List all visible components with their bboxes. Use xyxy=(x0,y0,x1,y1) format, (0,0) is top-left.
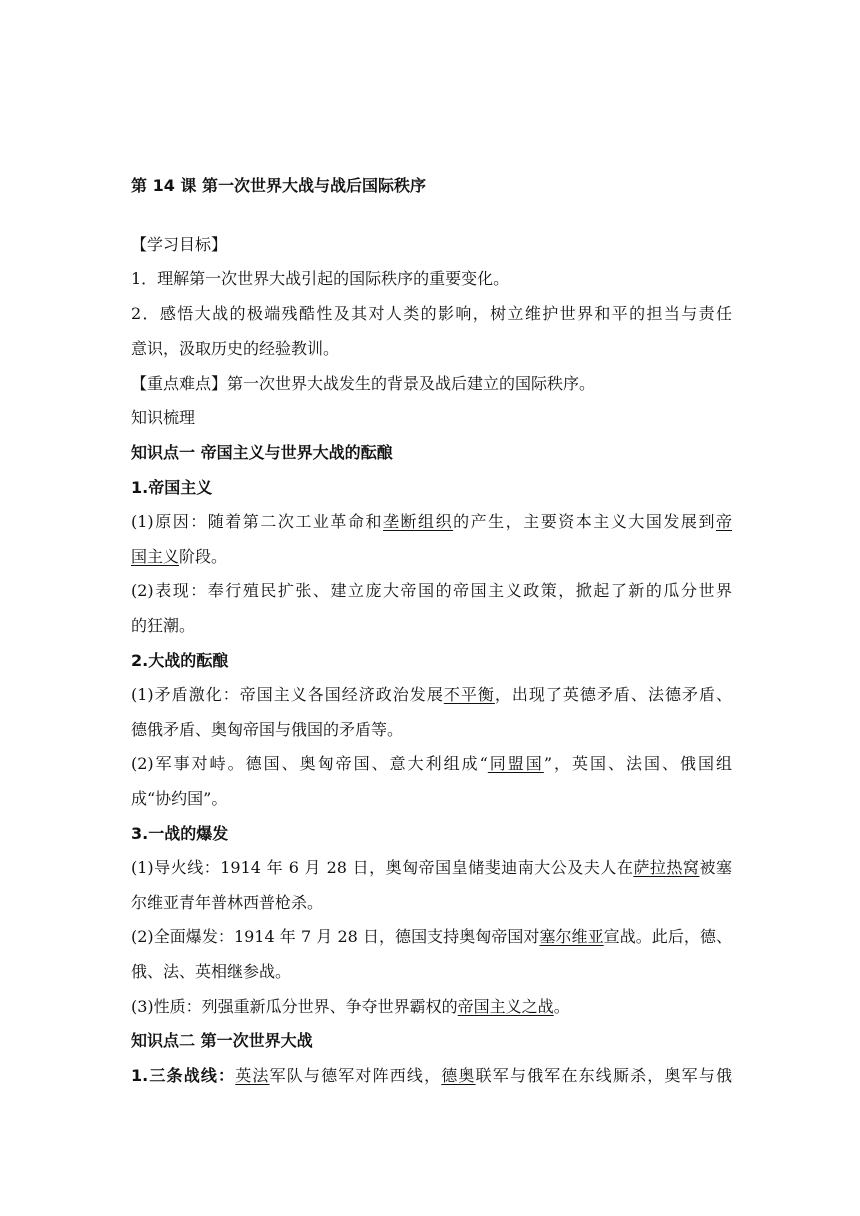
objectives-heading: 【学习目标】 xyxy=(131,235,228,254)
underlined-term: 帝国主义之战 xyxy=(457,997,554,1016)
point1-s1-p2-line-2: 的狂潮。 xyxy=(131,616,196,635)
objective-item-2-line-2: 意识，汲取历史的经验教训。 xyxy=(131,339,340,358)
point1-heading: 知识点一 帝国主义与世界大战的酝酿 xyxy=(131,443,393,462)
keypoints-label: 【重点难点】 xyxy=(131,374,228,393)
underlined-term: 不平衡 xyxy=(443,685,495,704)
underlined-term: 德奥 xyxy=(441,1066,476,1085)
point2-s1-line-1: 1.三条战线：英法军队与德军对阵西线，德奥联军与俄军在东线厮杀，奥军与俄 xyxy=(131,1066,732,1085)
point1-s3-p1-line-2: 尔维亚青年普林西普枪杀。 xyxy=(131,893,324,912)
point1-s1-p1-line-2: 国主义阶段。 xyxy=(131,547,228,566)
underlined-term: 塞尔维亚 xyxy=(539,927,604,946)
point1-s3-p2-line-1: (2)全面爆发：1914 年 7 月 28 日，德国支持奥匈帝国对塞尔维亚宣战。此后，德、 xyxy=(131,927,732,946)
point1-s3-p1-line-1: (1)导火线：1914 年 6 月 28 日，奥匈帝国皇储斐迪南大公及夫人在萨拉热窝被塞 xyxy=(131,858,732,877)
objective-item-2-line-1: 2．感悟大战的极端残酷性及其对人类的影响，树立维护世界和平的担当与责任 xyxy=(131,304,732,323)
keypoints-text: 第一次世界大战发生的背景及战后建立的国际秩序。 xyxy=(227,374,596,393)
point1-s2-p1-line-2: 德俄矛盾、奥匈帝国与俄国的矛盾等。 xyxy=(131,720,404,739)
underlined-term: 萨拉热窝 xyxy=(633,858,700,877)
point2-heading: 知识点二 第一次世界大战 xyxy=(131,1031,313,1050)
point1-section1-heading: 1.帝国主义 xyxy=(131,478,213,497)
point2-section1-heading: 1.三条战线： xyxy=(131,1066,236,1085)
point1-s2-p1-line-1: (1)矛盾激化：帝国主义各国经济政治发展不平衡，出现了英德矛盾、法德矛盾、 xyxy=(131,685,732,704)
lesson-title: 第 14 课 第一次世界大战与战后国际秩序 xyxy=(131,176,426,195)
underlined-term: 垄断组织 xyxy=(383,512,454,531)
underlined-term: 帝 xyxy=(715,512,732,531)
knowledge-title: 知识梳理 xyxy=(131,408,196,427)
point1-section3-heading: 3.一战的爆发 xyxy=(131,824,229,843)
point1-s1-p1-line-1: (1)原因：随着第二次工业革命和垄断组织的产生，主要资本主义大国发展到帝 xyxy=(131,512,732,531)
underlined-term: 国主义 xyxy=(131,547,180,566)
point1-s3-p2-line-2: 俄、法、英相继参战。 xyxy=(131,962,292,981)
point1-s3-p3: (3)性质：列强重新瓜分世界、争夺世界霸权的帝国主义之战。 xyxy=(131,997,570,1016)
point1-s2-p2-line-2: 成“协约国”。 xyxy=(131,789,228,808)
keypoints-paragraph xyxy=(131,373,732,395)
point1-s2-p2-line-1: (2)军事对峙。德国、奥匈帝国、意大利组成“同盟国”，英国、法国、俄国组 xyxy=(131,754,732,773)
underlined-term: 英法 xyxy=(235,1066,270,1085)
objective-item-1: 1．理解第一次世界大战引起的国际秩序的重要变化。 xyxy=(131,269,510,288)
point1-s1-p2-line-1: (2)表现：奉行殖民扩张、建立庞大帝国的帝国主义政策，掀起了新的瓜分世界 xyxy=(131,581,732,600)
underlined-term: 同盟国 xyxy=(487,754,544,773)
point1-section2-heading: 2.大战的酝酿 xyxy=(131,651,229,670)
